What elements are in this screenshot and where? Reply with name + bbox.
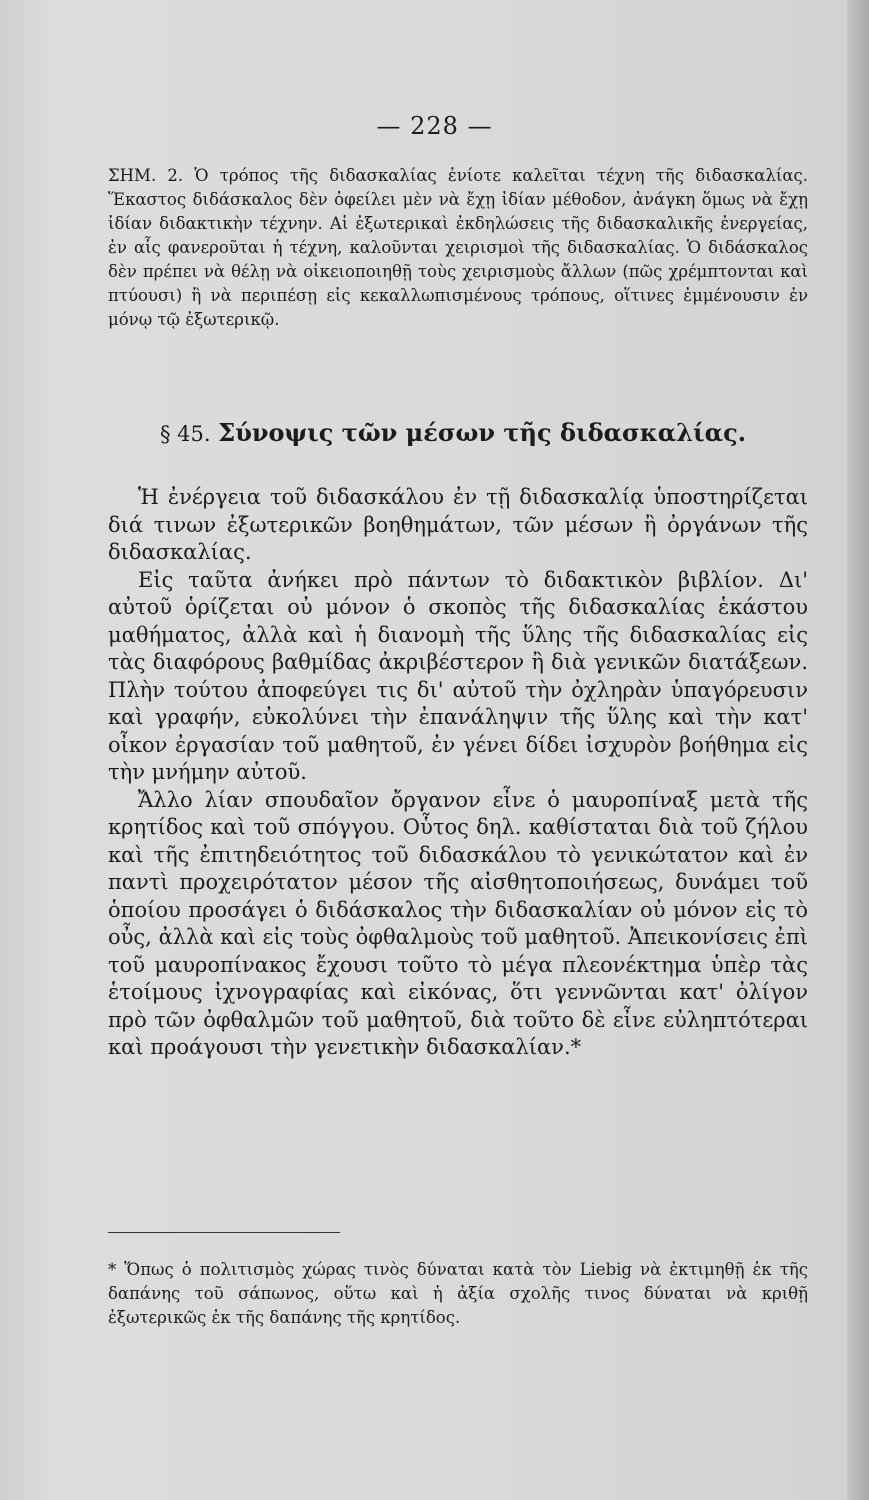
section-number: § 45. <box>160 422 211 446</box>
page-number: — 228 — <box>376 112 493 140</box>
footnote: * Ὅπως ὁ πολιτισμὸς χώρας τινὸς δύναται κατὰ τὸν Liebig νὰ ἐκτιμηθῇ ἐκ τῆς δαπάνης τοῦ σάπωνος, οὕτω καὶ ἡ ἀξία σχολῆς τινος δύναται νὰ κριθῇ ἐξωτερικῶς ἐκ τῆς δαπάνης τῆς κρητίδος. <box>108 1260 808 1327</box>
main-text <box>108 484 808 1062</box>
section-title: Σύνοψις τῶν μέσων τῆς διδασκαλίας. <box>218 418 747 447</box>
paragraph: Ἄλλο λίαν σπουδαῖον ὄργανον εἶνε ὁ μαυροπίναξ μετὰ τῆς κρητίδος καὶ τοῦ σπόγγου. Οὗτος δηλ. καθίσταται διὰ τοῦ ζήλου καὶ τῆς ἐπιτηδειότητος τοῦ διδασκάλου τὸ γενικώτατον καὶ ἐν παντὶ προχειρότατον μέσον τῆς αἰσθητοποιήσεως, δυνάμει τοῦ ὁποίου προσάγει ὁ διδάσκαλος τὴν διδασκαλίαν οὐ μόνον εἰς τὸ οὖς, ἀλλὰ καὶ εἰς τοὺς ὀφθαλμοὺς τοῦ μαθητοῦ. Ἀπεικονίσεις ἐπὶ τοῦ μαυροπίνακος ἔχουσι τοῦτο τὸ μέγα πλεονέκτημα ὑπὲρ τὰς ἑτοίμους ἰχνογραφίας καὶ εἰκόνας, ὅτι γεννῶνται κατ' ὀλίγον πρὸ τῶν ὀφθαλμῶν τοῦ μαθητοῦ, διὰ τοῦτο δὲ εἶνε εὐληπτότεραι καὶ προάγουσι τὴν γενετικὴν διδασκαλίαν.* <box>108 787 808 1059</box>
page-gutter-shadow <box>847 0 869 1500</box>
remark-note: ΣΗΜ. 2. Ὁ τρόπος τῆς διδασκαλίας ἐνίοτε καλεῖται τέχνη τῆς διδασκαλίας. Ἕκαστος διδάσκαλος δὲν ὀφείλει μὲν νὰ ἔχῃ ἰδίαν μέθοδον, ἀνάγκη ὅμως νὰ ἔχῃ ἰδίαν διδακτικὴν τέχνην. Αἱ ἐξωτερικαὶ ἐκδηλώσεις τῆς διδασκαλικῆς ἐνεργείας, ἐν αἷς φανεροῦται ἡ τέχνη, καλοῦνται χειρισμοὶ τῆς διδασκαλίας. Ὁ διδάσκαλος δὲν πρέπει νὰ θέλῃ νὰ οἰκειοποιηθῇ τοὺς χειρισμοὺς ἄλλων (πῶς χρέμπτονται καὶ πτύουσι) ἢ νὰ περιπέσῃ εἰς κεκαλλωπισμένους τρόπους, οἵτινες ἐμμένουσιν ἐν μόνῳ τῷ ἐξωτερικῷ. <box>108 166 808 329</box>
section-heading <box>160 417 820 450</box>
footnote-divider <box>108 1232 340 1233</box>
paragraph: Ἡ ἐνέργεια τοῦ διδασκάλου ἐν τῇ διδασκαλίᾳ ὑποστηρίζεται διά τινων ἐξωτερικῶν βοηθημάτων, τῶν μέσων ἢ ὀργάνων τῆς διδασκαλίας. <box>108 485 808 564</box>
paragraph: Εἰς ταῦτα ἀνήκει πρὸ πάντων τὸ διδακτικὸν βιβλίον. Δι' αὐτοῦ ὁρίζεται οὐ μόνον ὁ σκοπὸς τῆς διδασκαλίας ἑκάστου μαθήματος, ἀλλὰ καὶ ἡ διανομὴ τῆς ὕλης τῆς διδασκαλίας εἰς τὰς διαφόρους βαθμίδας ἀκριβέστερον ἢ διὰ γενικῶν διατάξεων. Πλὴν τούτου ἀποφεύγει τις δι' αὐτοῦ τὴν ὀχληρὰν ὑπαγόρευσιν καὶ γραφήν, εὐκολύνει τὴν ἐπανάληψιν τῆς ὕλης καὶ τὴν κατ' οἶκον ἐργασίαν τοῦ μαθητοῦ, ἐν γένει δίδει ἰσχυρὸν βοήθημα εἰς τὴν μνήμην αὐτοῦ. <box>108 567 808 784</box>
